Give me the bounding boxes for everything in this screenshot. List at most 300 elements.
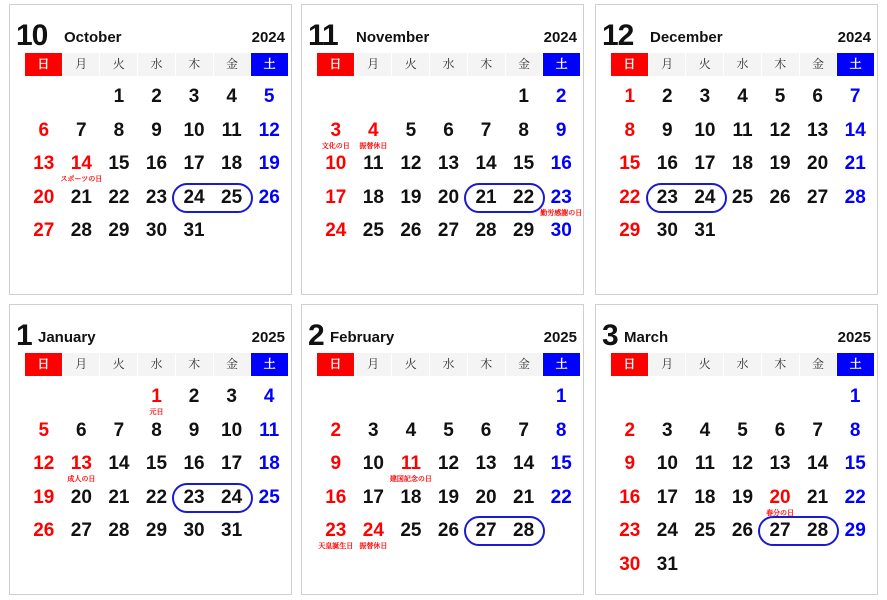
highlight-ring [172, 183, 253, 213]
weekday-header [25, 353, 288, 376]
month-card [301, 4, 584, 295]
day-cell [355, 152, 393, 186]
day-number: 9 [151, 119, 162, 141]
day-cell [100, 519, 138, 553]
month-header [10, 5, 293, 52]
weekday-label: 日 [317, 353, 354, 376]
day-number: 9 [555, 119, 567, 141]
day-cell [799, 152, 837, 186]
weekday-label: 月 [649, 353, 686, 376]
day-cell [761, 186, 799, 220]
day-cell [100, 452, 138, 486]
day-cell [250, 486, 288, 520]
day-cell [611, 553, 649, 587]
day-number: 12 [400, 153, 422, 174]
day-cell [430, 486, 468, 520]
day-cell [611, 119, 649, 153]
day-number: 25 [221, 186, 243, 208]
day-cell [430, 119, 468, 153]
day-number: 7 [518, 419, 529, 441]
day-number: 14 [844, 119, 866, 141]
day-number: 20 [33, 186, 55, 208]
day-number: 3 [368, 419, 379, 441]
day-number: 17 [656, 486, 678, 508]
day-cell [724, 152, 762, 186]
month-header [596, 305, 879, 352]
day-cell [467, 486, 505, 520]
weekday-label: 土 [837, 53, 874, 76]
day-cell [724, 452, 762, 486]
weekday-label: 火 [686, 53, 723, 76]
day-number: 20 [807, 153, 829, 174]
day-number: 7 [113, 419, 125, 441]
weekday-label: 火 [686, 353, 723, 376]
day-cell [799, 85, 837, 119]
day-number: 19 [258, 153, 280, 174]
day-cell [542, 419, 580, 453]
day-cell [100, 152, 138, 186]
day-cell [175, 419, 213, 453]
day-cell [799, 119, 837, 153]
day-number: 4 [263, 386, 275, 407]
weekday-label: 金 [800, 353, 837, 376]
day-number: 19 [33, 486, 55, 508]
day-number: 28 [108, 520, 130, 541]
day-cell [63, 519, 101, 553]
day-cell [686, 119, 724, 153]
day-number: 2 [188, 386, 200, 407]
day-number: 23 [145, 186, 168, 208]
day-cell [799, 186, 837, 220]
day-cell [505, 152, 543, 186]
day-cell [63, 186, 101, 220]
weekday-label: 木 [176, 353, 213, 376]
day-number: 6 [76, 419, 87, 441]
day-number: 22 [844, 486, 866, 508]
weekday-label: 木 [762, 53, 799, 76]
weekday-label: 水 [724, 353, 761, 376]
day-number: 21 [108, 486, 130, 508]
day-cell [355, 219, 393, 253]
day-cell [355, 186, 393, 220]
month-card [9, 4, 292, 295]
day-cell [100, 486, 138, 520]
holiday-label: スポーツの日 [60, 176, 103, 183]
day-cell [649, 486, 687, 520]
holiday-label: 成人の日 [67, 476, 96, 483]
day-number: 17 [362, 486, 384, 508]
day-cell [430, 419, 468, 453]
day-number: 28 [475, 220, 497, 241]
day-number: 12 [437, 453, 460, 474]
day-cell [63, 452, 101, 486]
day-number: 6 [443, 119, 454, 141]
day-cell [175, 119, 213, 153]
day-cell [317, 452, 355, 486]
day-number: 9 [624, 453, 636, 474]
weekday-label: 土 [543, 53, 580, 76]
day-cell [505, 452, 543, 486]
day-number: 1 [113, 86, 125, 107]
day-number: 10 [656, 453, 678, 474]
day-cell [175, 85, 213, 119]
day-cell [430, 519, 468, 553]
day-number: 28 [513, 520, 535, 541]
day-cell [761, 85, 799, 119]
month-year: 2024 [837, 29, 871, 46]
day-number: 19 [400, 186, 422, 208]
day-number: 18 [731, 153, 754, 174]
day-cell [542, 85, 580, 119]
day-number: 25 [258, 486, 280, 508]
day-number: 14 [513, 453, 535, 474]
weekday-header [25, 53, 288, 76]
day-number: 7 [812, 419, 823, 441]
day-cell [138, 186, 176, 220]
day-number: 3 [699, 86, 711, 107]
day-cell [836, 385, 874, 419]
day-number: 18 [400, 486, 422, 508]
day-number: 22 [550, 486, 572, 508]
day-number: 1 [151, 386, 162, 407]
day-cell [138, 486, 176, 520]
holiday-label: 文化の日 [321, 142, 350, 150]
day-number: 20 [437, 186, 460, 208]
day-number: 28 [807, 520, 829, 541]
day-cell [100, 85, 138, 119]
month-name: October [64, 29, 122, 46]
day-cell [761, 119, 799, 153]
day-cell [430, 152, 468, 186]
day-number: 7 [849, 86, 861, 107]
day-number: 14 [108, 453, 130, 474]
day-number: 11 [732, 119, 753, 141]
day-cell [505, 219, 543, 253]
weekday-label: 日 [611, 353, 648, 376]
weekday-header [317, 53, 580, 76]
day-cell [213, 519, 251, 553]
weekday-label: 水 [430, 353, 467, 376]
day-number: 9 [662, 119, 673, 141]
day-cell [836, 152, 874, 186]
day-cell [761, 152, 799, 186]
day-number: 15 [550, 453, 572, 474]
day-number: 21 [513, 486, 535, 508]
day-number: 10 [694, 119, 716, 141]
month-year: 2025 [251, 329, 285, 346]
day-cell [724, 119, 762, 153]
day-number: 4 [405, 419, 417, 441]
weekday-header [317, 353, 580, 376]
day-cell [25, 519, 63, 553]
day-number: 10 [221, 419, 243, 441]
day-cell [392, 419, 430, 453]
weekday-label: 土 [543, 353, 580, 376]
day-number: 11 [400, 453, 421, 474]
day-number: 23 [325, 520, 347, 541]
day-cell [686, 452, 724, 486]
day-number: 30 [183, 520, 205, 541]
day-cell [25, 486, 63, 520]
day-cell [724, 519, 762, 553]
day-number: 8 [849, 419, 861, 441]
day-number: 20 [769, 486, 791, 508]
day-cell [317, 419, 355, 453]
day-number: 5 [737, 419, 748, 441]
day-cell [250, 152, 288, 186]
day-number: 26 [437, 520, 460, 541]
weekday-label: 金 [800, 53, 837, 76]
day-cell [649, 119, 687, 153]
month-card [301, 304, 584, 595]
day-cell [430, 452, 468, 486]
day-cell [505, 419, 543, 453]
month-number: 12 [602, 19, 634, 52]
day-number: 30 [656, 220, 678, 241]
month-year: 2025 [837, 329, 871, 346]
day-cell [392, 519, 430, 553]
day-number: 29 [844, 520, 866, 541]
day-cell [724, 85, 762, 119]
day-cell [175, 152, 213, 186]
day-cell [213, 385, 251, 419]
day-cell [799, 419, 837, 453]
weekday-label: 日 [25, 53, 62, 76]
day-number: 15 [145, 453, 168, 474]
day-number: 5 [263, 86, 275, 107]
day-cell [175, 219, 213, 253]
day-cell [836, 186, 874, 220]
day-cell [686, 486, 724, 520]
day-number: 27 [70, 520, 92, 541]
day-number: 24 [656, 520, 678, 541]
day-number: 8 [151, 419, 162, 441]
day-cell [63, 119, 101, 153]
day-number: 30 [619, 553, 641, 575]
day-number: 15 [619, 153, 641, 174]
day-number: 24 [325, 220, 347, 241]
day-number: 5 [443, 419, 454, 441]
day-number: 31 [221, 520, 243, 541]
day-number: 22 [619, 186, 641, 208]
day-cell [138, 85, 176, 119]
month-number: 1 [16, 319, 32, 352]
weekday-label: 土 [251, 353, 288, 376]
holiday-label: 天皇誕生日 [318, 543, 354, 550]
day-number: 2 [151, 86, 162, 107]
day-cell [836, 486, 874, 520]
day-cell [611, 486, 649, 520]
weekday-label: 月 [649, 53, 686, 76]
day-cell [686, 219, 724, 253]
day-cell [649, 519, 687, 553]
month-name: January [38, 329, 96, 346]
day-number: 31 [656, 553, 678, 575]
day-cell [355, 419, 393, 453]
day-cell [540, 186, 583, 220]
day-cell [250, 419, 288, 453]
day-cell [60, 152, 103, 186]
day-cell [611, 219, 649, 253]
day-number: 15 [513, 153, 535, 174]
day-cell [836, 119, 874, 153]
day-cell [836, 419, 874, 453]
day-number: 13 [807, 119, 829, 141]
day-number: 5 [774, 86, 786, 107]
day-number: 16 [325, 486, 347, 508]
day-cell [686, 152, 724, 186]
weekday-label: 水 [430, 53, 467, 76]
weekday-label: 日 [317, 53, 354, 76]
day-cell [138, 119, 176, 153]
holiday-label: 振替休日 [359, 543, 388, 550]
weekday-label: 金 [214, 53, 251, 76]
day-number: 17 [325, 186, 347, 208]
day-cell [175, 385, 213, 419]
holiday-label: 元日 [149, 409, 164, 416]
highlight-ring [172, 483, 253, 513]
weekday-label: 日 [25, 353, 62, 376]
day-cell [392, 119, 430, 153]
day-cell [505, 85, 543, 119]
day-number: 21 [807, 486, 829, 508]
day-cell [505, 119, 543, 153]
day-number: 13 [769, 453, 791, 474]
day-number: 21 [475, 186, 497, 208]
month-number: 10 [16, 19, 48, 52]
day-cell [317, 486, 355, 520]
day-number: 30 [550, 220, 572, 241]
day-number: 22 [513, 186, 535, 208]
day-cell [611, 452, 649, 486]
day-number: 3 [330, 119, 342, 141]
day-number: 6 [480, 419, 492, 441]
day-number: 18 [258, 453, 280, 474]
day-number: 2 [662, 86, 673, 107]
weekday-label: 火 [100, 353, 137, 376]
month-number: 2 [308, 319, 324, 352]
day-number: 30 [145, 220, 168, 241]
day-cell [761, 452, 799, 486]
day-cell [250, 186, 288, 220]
month-header [302, 305, 585, 352]
day-number: 26 [33, 520, 55, 541]
weekday-label: 月 [355, 353, 392, 376]
weekday-label: 水 [138, 53, 175, 76]
month-name: March [624, 329, 669, 346]
day-cell [611, 186, 649, 220]
day-number: 8 [624, 119, 636, 141]
day-number: 1 [518, 86, 529, 107]
day-number: 4 [368, 119, 379, 141]
day-number: 4 [226, 86, 237, 107]
weekday-label: 土 [837, 353, 874, 376]
weekday-label: 月 [355, 53, 392, 76]
day-number: 24 [694, 186, 716, 208]
day-number: 15 [108, 153, 130, 174]
day-number: 8 [555, 419, 567, 441]
day-number: 22 [145, 486, 168, 508]
day-number: 25 [694, 520, 716, 541]
day-cell [542, 385, 580, 419]
holiday-label: 春分の日 [766, 509, 795, 517]
day-cell [761, 486, 799, 520]
day-number: 26 [731, 520, 754, 541]
weekday-label: 木 [468, 353, 505, 376]
day-number: 9 [330, 453, 342, 474]
weekday-label: 金 [506, 53, 543, 76]
day-number: 31 [694, 220, 716, 241]
day-number: 17 [183, 153, 205, 174]
day-number: 11 [259, 419, 280, 441]
day-cell [430, 186, 468, 220]
day-number: 26 [400, 220, 422, 241]
day-number: 17 [694, 153, 716, 174]
day-number: 7 [76, 119, 87, 141]
day-number: 19 [769, 153, 791, 174]
day-number: 3 [188, 86, 200, 107]
day-cell [724, 186, 762, 220]
day-number: 27 [807, 186, 829, 208]
month-header [596, 5, 879, 52]
day-number: 9 [188, 419, 200, 441]
day-number: 20 [70, 486, 92, 508]
weekday-label: 月 [63, 353, 100, 376]
day-number: 23 [656, 186, 678, 208]
day-cell [63, 219, 101, 253]
holiday-label: 建国記念の日 [389, 476, 432, 483]
day-cell [505, 486, 543, 520]
month-year: 2025 [543, 329, 577, 346]
day-cell [138, 452, 176, 486]
day-number: 22 [108, 186, 130, 208]
month-card [595, 4, 878, 295]
weekday-label: 火 [392, 353, 429, 376]
day-cell [138, 152, 176, 186]
day-number: 25 [362, 220, 384, 241]
day-number: 10 [183, 119, 205, 141]
weekday-header [611, 353, 874, 376]
day-number: 29 [145, 520, 168, 541]
day-cell [761, 419, 799, 453]
day-cell [542, 452, 580, 486]
month-card [9, 304, 292, 595]
month-name: February [330, 329, 395, 346]
holiday-label: 振替休日 [359, 142, 388, 150]
day-cell [317, 152, 355, 186]
day-cell [467, 219, 505, 253]
day-number: 1 [555, 386, 567, 407]
day-cell [100, 119, 138, 153]
weekday-label: 木 [468, 53, 505, 76]
day-cell [138, 219, 176, 253]
day-number: 12 [258, 119, 280, 141]
day-number: 13 [70, 453, 92, 474]
day-number: 24 [183, 186, 205, 208]
day-number: 24 [362, 520, 384, 541]
day-cell [63, 486, 101, 520]
day-cell [63, 419, 101, 453]
highlight-ring [464, 183, 545, 213]
day-number: 19 [731, 486, 754, 508]
day-cell [649, 452, 687, 486]
holiday-label: 勤労感謝の日 [540, 209, 583, 217]
day-cell [392, 186, 430, 220]
day-cell [317, 186, 355, 220]
day-number: 3 [226, 386, 237, 407]
day-number: 27 [437, 220, 460, 241]
weekday-label: 木 [176, 53, 213, 76]
